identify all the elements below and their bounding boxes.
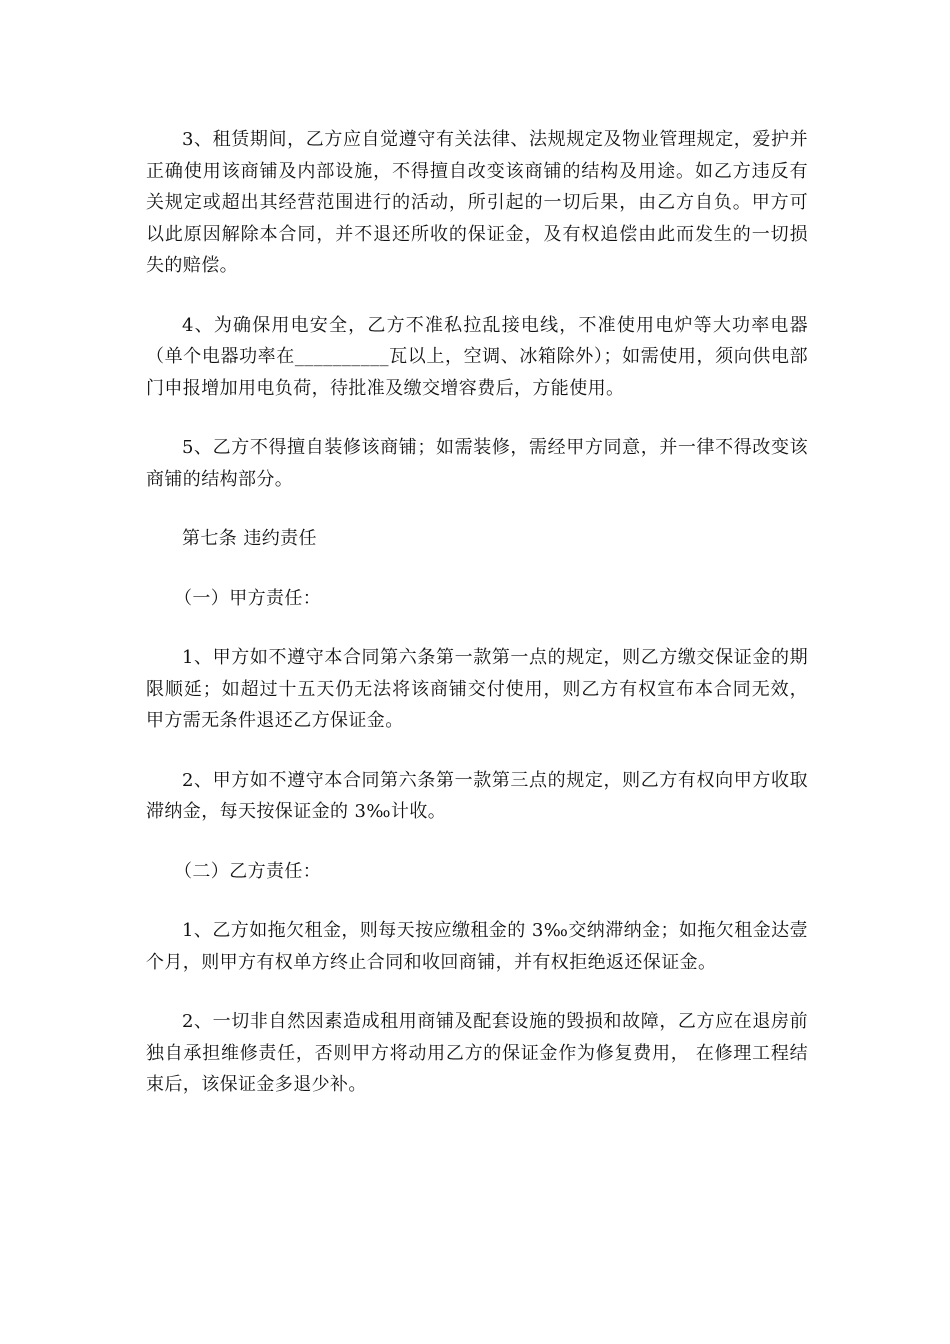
clause-3-paragraph: 3、租赁期间，乙方应自觉遵守有关法律、法规规定及物业管理规定，爱护并正确使用该商铺及内部设施，不得擅自改变该商铺的结构及用途。如乙方违反有关规定或超出其经营范围进行的活动，所引起的一切后果，由乙方自负。甲方可以此原因解除本合同，并不退还所收的保证金，及有权追偿由此而发生的一切损失的赔偿。 xyxy=(146,129,808,276)
article-7-heading: 第七条 违约责任 xyxy=(182,528,317,549)
party-b-clause-1: 1、乙方如拖欠租金，则每天按应缴租金的 3‰交纳滞纳金；如拖欠租金达壹个月，则甲方有权单方终止合同和收回商铺，并有权拒绝返还保证金。 xyxy=(146,920,808,973)
party-b-clause-2: 2、一切非自然因素造成租用商铺及配套设施的毁损和故障，乙方应在退房前独自承担维修责任，否则甲方将动用乙方的保证金作为修复费用， 在修理工程结束后，该保证金多退少补。 xyxy=(146,1011,808,1095)
party-a-clause-2: 2、甲方如不遵守本合同第六条第一款第三点的规定，则乙方有权向甲方收取滞纳金，每天按保证金的 3‰计收。 xyxy=(146,769,808,822)
party-a-heading: （一）甲方责任： xyxy=(174,587,322,609)
party-b-heading: （二）乙方责任： xyxy=(174,860,322,882)
clause-4-paragraph: 4、为确保用电安全，乙方不准私拉乱接电线，不准使用电炉等大功率电器（单个电器功率在__________瓦以上，空调、冰箱除外）；如需使用，须向供电部门申报增加用电负荷，待批准及缴交增容费后，方能使用。 xyxy=(146,314,808,399)
party-a-clause-1: 1、甲方如不遵守本合同第六条第一款第一点的规定，则乙方缴交保证金的期限顺延；如超过十五天仍无法将该商铺交付使用，则乙方有权宣布本合同无效，甲方需无条件退还乙方保证金。 xyxy=(146,647,808,731)
clause-5-paragraph: 5、乙方不得擅自装修该商铺；如需装修，需经甲方同意，并一律不得改变该商铺的结构部分。 xyxy=(146,437,808,490)
